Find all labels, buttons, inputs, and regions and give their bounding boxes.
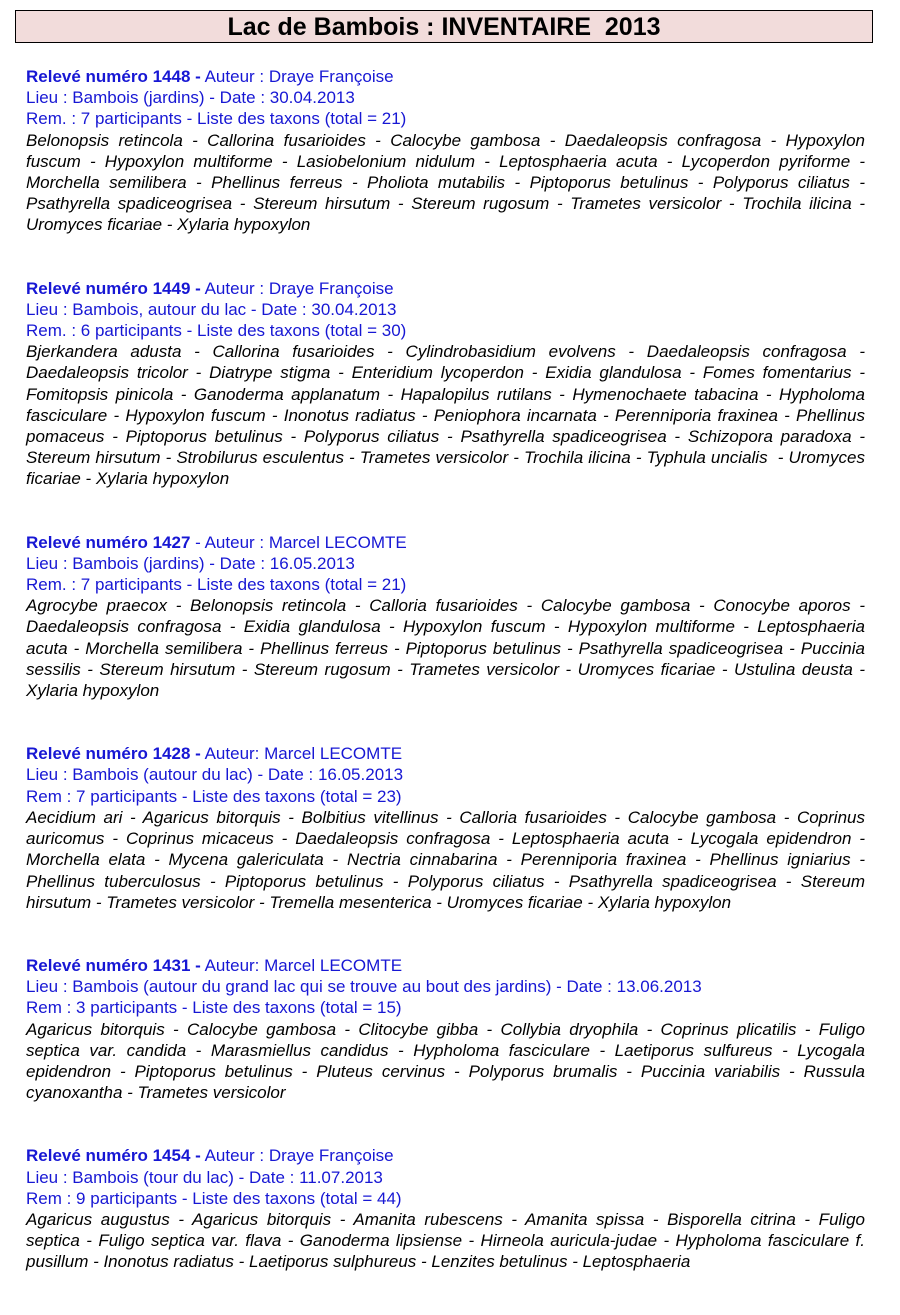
record-remark: Rem : 9 participants - Liste des taxons (total = 44) <box>26 1188 402 1208</box>
record-header <box>26 66 865 87</box>
record-number: Relevé numéro 1448 - <box>26 67 201 86</box>
record-header <box>26 955 865 976</box>
record-number: Relevé numéro 1454 - <box>26 1146 201 1166</box>
record-1448 <box>26 66 870 236</box>
record-taxa-list: Agrocybe praecox - Belonopsis retincola - Calloria fusarioides - Calocybe gambosa - Conocybe aporos - Daedaleopsis confragosa - Exidia glandulosa - Hypoxylon fuscum - Hypoxylon multiforme - Leptosphaeria acuta - Morchella semilibera - Phellinus ferreus - Piptoporus betulinus - Psathyrella spadiceogrisea - Puccinia sessilis - Stereum hirsutum - Stereum rugosum - Trametes versicolor - Uromyces ficariae - Ustulina deusta - Xylaria hypoxylon <box>26 596 870 701</box>
record-place-date: Lieu : Bambois (autour du lac) - Date : 16.05.2013 <box>26 765 404 785</box>
record-author: Auteur: Marcel LECOMTE <box>200 744 403 764</box>
record-number: Relevé numéro 1427 <box>26 532 191 552</box>
record-1428 <box>26 743 870 913</box>
record-1431 <box>26 955 870 1103</box>
record-number: Relevé numéro 1449 - <box>26 278 201 298</box>
record-place-date: Lieu : Bambois, autour du lac - Date : 30.04.2013 <box>26 299 397 319</box>
record-number: Relevé numéro 1428 - <box>26 744 201 764</box>
record-header <box>26 532 865 553</box>
record-taxa-list: Belonopsis retincola - Callorina fusarioides - Calocybe gambosa - Daedaleopsis confragosa - Hypoxylon fuscum - Hypoxylon multiforme - Lasiobelonium nidulum - Leptosphaeria acuta - Lycoperdon pyriforme - Morchella semilibera - Phellinus ferreus - Pholiota mutabilis - Piptoporus betulinus - Polyporus ciliatus - Psathyrella spadiceogrisea - Stereum hirsutum - Stereum rugosum - Trametes versicolor - Trochila ilicina - Uromyces ficariae - Xylaria hypoxylon <box>26 130 870 235</box>
record-author: Auteur: Marcel LECOMTE <box>200 955 403 975</box>
record-author: Auteur : Draye Françoise <box>200 1146 394 1166</box>
record-author: - Auteur : Marcel LECOMTE <box>190 532 407 552</box>
record-remark: Rem : 3 participants - Liste des taxons (total = 15) <box>26 998 402 1018</box>
record-1449 <box>26 278 870 490</box>
record-1454 <box>26 1145 870 1272</box>
record-place-date: Lieu : Bambois (jardins) - Date : 30.04.2013 <box>26 88 355 108</box>
record-place-date: Lieu : Bambois (autour du grand lac qui se trouve au bout des jardins) - Date : 13.06.2013 <box>26 977 702 997</box>
record-remark: Rem. : 6 participants - Liste des taxons (total = 30) <box>26 321 407 341</box>
record-place-date: Lieu : Bambois (jardins) - Date : 16.05.2013 <box>26 553 355 573</box>
record-remark: Rem. : 7 participants - Liste des taxons (total = 21) <box>26 575 407 595</box>
record-author: Auteur : Draye Françoise <box>200 278 394 298</box>
record-header <box>26 278 865 299</box>
records-list <box>26 66 870 1315</box>
record-1427 <box>26 532 870 702</box>
document-title: Lac de Bambois : INVENTAIRE 2013 <box>15 10 873 43</box>
record-number: Relevé numéro 1431 - <box>26 955 201 975</box>
record-author: Auteur : Draye Françoise <box>200 67 394 86</box>
record-header <box>26 1145 865 1166</box>
record-header <box>26 743 865 764</box>
record-taxa-list: Agaricus augustus - Agaricus bitorquis - Amanita rubescens - Amanita spissa - Bisporella citrina - Fuligo septica - Fuligo septica var. flava - Ganoderma lipsiense - Hirneola auricula-judae - Hypholoma fasciculare f. pusillum - Inonotus radiatus - Laetiporus sulphureus - Lenzites betulinus - Leptosphaeria <box>26 1209 870 1272</box>
record-taxa-list: Bjerkandera adusta - Callorina fusarioides - Cylindrobasidium evolvens - Daedaleopsis confragosa - Daedaleopsis tricolor - Diatrype stigma - Enteridium lycoperdon - Exidia glandulosa - Fomes fomentarius - Fomitopsis pinicola - Ganoderma applanatum - Hapalopilus rutilans - Hymenochaete tabacina - Hypholoma fasciculare - Hypoxylon fuscum - Inonotus radiatus - Peniophora incarnata - Perenniporia fraxinea - Phellinus pomaceus - Piptoporus betulinus - Polyporus ciliatus - Psathyrella spadiceogrisea - Schizopora paradoxa - Stereum hirsutum - Strobilurus esculentus - Trametes versicolor - Trochila ilicina - Typhula uncialis - Uromyces ficariae - Xylaria hypoxylon <box>26 342 870 489</box>
record-remark: Rem. : 7 participants - Liste des taxons (total = 21) <box>26 109 407 129</box>
record-taxa-list: Aecidium ari - Agaricus bitorquis - Bolbitius vitellinus - Calloria fusarioides - Calocybe gambosa - Coprinus auricomus - Coprinus micaceus - Daedaleopsis confragosa - Leptosphaeria acuta - Lycogala epidendron - Morchella elata - Mycena galericulata - Nectria cinnabarina - Perenniporia fraxinea - Phellinus igniarius - Phellinus tuberculosus - Piptoporus betulinus - Polyporus ciliatus - Psathyrella spadiceogrisea - Stereum hirsutum - Trametes versicolor - Tremella mesenterica - Uromyces ficariae - Xylaria hypoxylon <box>26 807 870 912</box>
record-place-date: Lieu : Bambois (tour du lac) - Date : 11.07.2013 <box>26 1167 383 1187</box>
record-remark: Rem : 7 participants - Liste des taxons (total = 23) <box>26 786 402 806</box>
record-taxa-list: Agaricus bitorquis - Calocybe gambosa - Clitocybe gibba - Collybia dryophila - Coprinus plicatilis - Fuligo septica var. candida - Marasmiellus candidus - Hypholoma fasciculare - Laetiporus sulfureus - Lycogala epidendron - Piptoporus betulinus - Pluteus cervinus - Polyporus brumalis - Puccinia variabilis - Russula cyanoxantha - Trametes versicolor <box>26 1019 870 1103</box>
